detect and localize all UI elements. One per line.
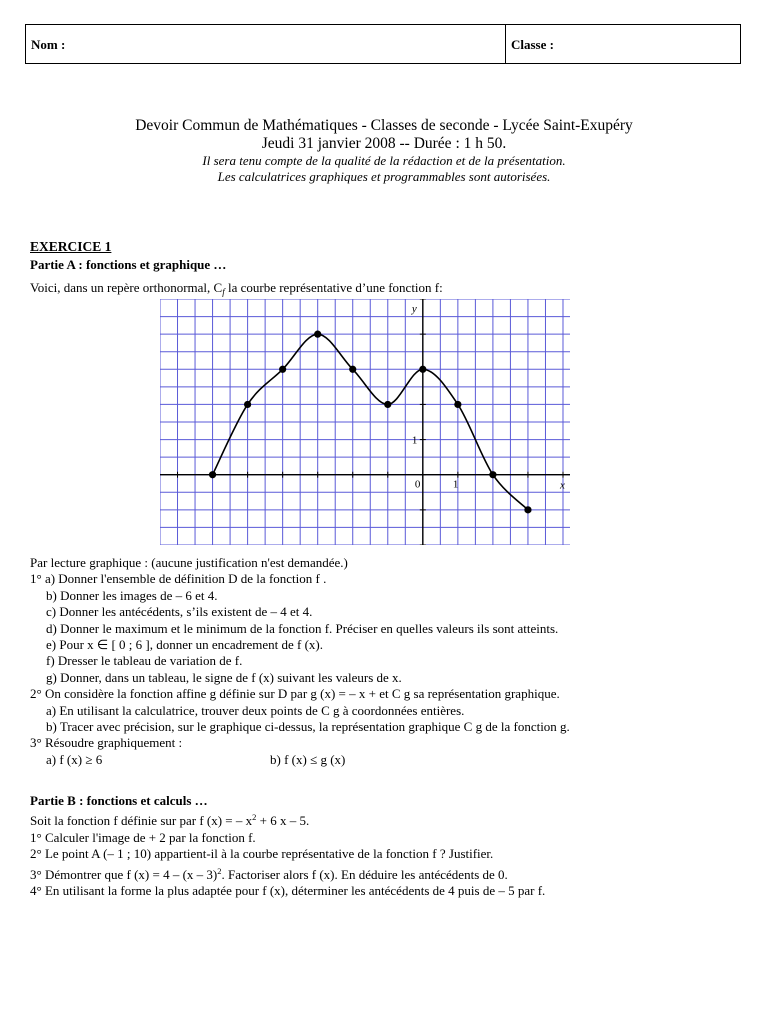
y-axis-label: y — [411, 303, 417, 315]
curve-point — [489, 471, 496, 478]
part-b-line-1: Soit la fonction f définie sur par f (x) = – $x^2 + 6$ x – 5. — [30, 812, 310, 829]
question-2a: a) En utilisant la calculatrice, trouver deux points de C g à coordonnées entières. — [46, 702, 465, 718]
header-box — [25, 24, 741, 64]
exercise-heading: EXERCICE 1 — [30, 239, 112, 254]
y-unit-label: 1 — [411, 434, 418, 447]
question-1a: 1° a) Donner l'ensemble de définition D de la fonction f . — [30, 571, 327, 587]
x-unit-label: 1 — [452, 478, 459, 491]
question-1g: g) Donner, dans un tableau, le signe de f (x) suivant les valeurs de x. — [46, 669, 402, 685]
curve-point — [279, 366, 286, 373]
curve-point — [244, 401, 251, 408]
graph-intro: Voici, dans un repère orthonormal, $C_f$ la courbe représentative d’une fonction f: — [30, 280, 443, 297]
nom-label: Nom : — [31, 37, 66, 52]
curve-point — [419, 366, 426, 373]
question-lead: Par lecture graphique : (aucune justification n'est demandée.) — [30, 555, 348, 570]
function-graph — [160, 299, 570, 545]
question-3a: a) f (x) ≥ 6 — [46, 751, 103, 767]
question-1c: c) Donner les antécédents, s’ils existent de – 4 et 4. — [46, 604, 313, 620]
question-1f: f) Dresser le tableau de variation de f. — [46, 653, 243, 669]
question-2b: b) Tracer avec précision, sur le graphique ci-dessus, la représentation graphique C g de la fonction g. — [46, 719, 570, 735]
part-a-title: Partie A : fonctions et graphique … — [30, 257, 227, 272]
question-1e: e) Pour x ∈ [ 0 ; 6 ], donner un encadrement de f (x). — [46, 637, 324, 653]
title-line-2: Jeudi 31 janvier 2008 -- Durée : 1 h 50. — [261, 135, 507, 152]
part-b — [30, 793, 545, 899]
curve-point — [314, 331, 321, 338]
nom-field[interactable] — [26, 25, 506, 63]
curve-point — [384, 401, 391, 408]
title-line-4: Les calculatrices graphiques et programmables sont autorisées. — [217, 168, 551, 184]
title-line-3: Il sera tenu compte de la qualité de la rédaction et de la présentation. — [202, 153, 566, 168]
curve-point — [349, 366, 356, 373]
part-b-line-4: 3° Démontrer que f (x) = 4 – (x – 3)$^2$. Factoriser alors f (x). En déduire les antécédents de 0. — [30, 865, 508, 882]
question-1d: d) Donner le maximum et le minimum de la fonction f. Préciser en quelles valeurs ils sont atteints. — [46, 620, 559, 636]
question-3: 3° Résoudre graphiquement : — [30, 735, 183, 751]
questions-part-a — [30, 555, 570, 768]
question-2: 2° On considère la fonction affine g définie sur D par g (x) = – x + et C g sa représentation graphique. — [30, 686, 560, 702]
origin-label: 0 — [414, 478, 421, 491]
part-b-title: Partie B : fonctions et calculs … — [30, 793, 208, 808]
curve-point — [454, 401, 461, 408]
part-b-line-2: 1° Calculer l'image de + 2 par la fonction f. — [30, 829, 256, 845]
question-3b: b) f (x) ≤ g (x) — [270, 751, 346, 767]
part-b-line-3: 2° Le point A (– 1 ; 10) appartient-il à la courbe représentative de la fonction f ? Justifier. — [30, 846, 494, 862]
part-b-line-5: 4° En utilisant la forme la plus adaptée pour f (x), déterminer les antécédents de 4 puis de – 5 par f. — [30, 883, 546, 899]
curve-point — [209, 471, 216, 478]
curve-point — [524, 506, 531, 513]
question-1b: b) Donner les images de – 6 et 4. — [46, 587, 218, 603]
title-line-1: Devoir Commun de Mathématiques - Classes de seconde - Lycée Saint-Exupéry — [135, 117, 633, 134]
classe-label: Classe : — [511, 37, 554, 52]
question-3-row — [30, 752, 570, 768]
x-axis-label: x — [560, 479, 565, 492]
classe-field[interactable] — [506, 25, 740, 63]
exam-title — [0, 117, 768, 184]
